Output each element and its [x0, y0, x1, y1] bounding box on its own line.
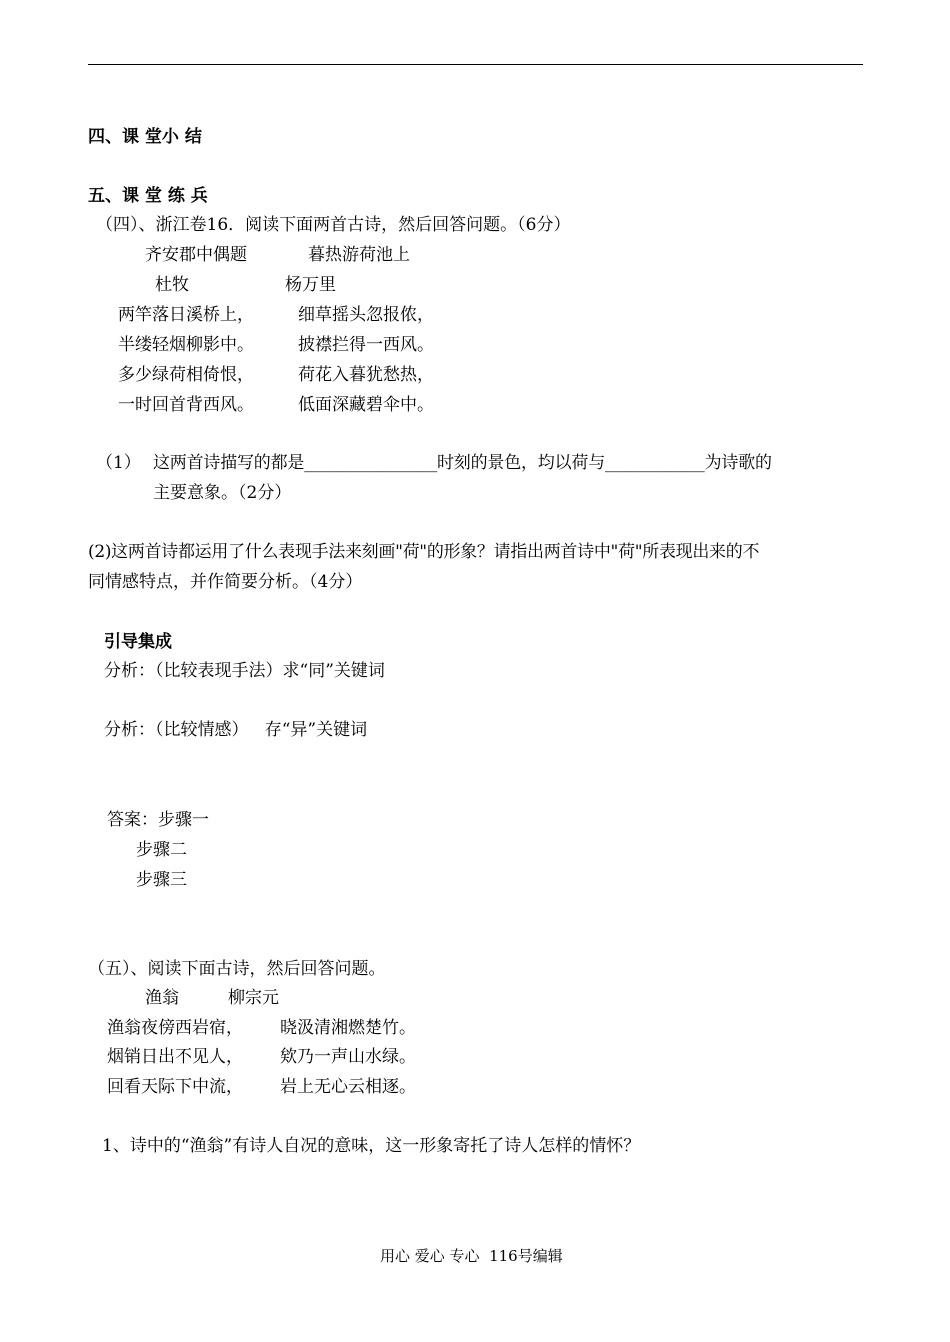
sub1-text-cont: 主要意象。（2分） [153, 483, 292, 503]
section5-title: 五、课 堂 练 兵 [88, 186, 208, 206]
sub2-text-cont: 同情感特点，并作简要分析。（4分） [88, 572, 363, 592]
q5-poem-line: 烟销日出不见人， [107, 1047, 243, 1067]
guide-analysis-2: 分析：（比较情感） 存“异”关键词 [104, 720, 368, 740]
answer-step-3: 步骤三 [136, 870, 187, 890]
q5-question-1: 1、诗中的“渔翁”有诗人自况的意味，这一形象寄托了诗人怎样的情怀？ [102, 1136, 641, 1156]
poem1-line: 一时回首背西风。 [118, 395, 254, 415]
poem1-line: 多少绿荷相倚恨， [118, 365, 254, 385]
poem2-line: 荷花入暮犹愁热， [298, 365, 434, 385]
q4-intro: （四）、浙江卷16．阅读下面两首古诗，然后回答问题。（6分） [96, 215, 571, 235]
header-rule [88, 64, 863, 65]
sub1-text: 这两首诗描写的都是________________时刻的景色，均以荷与____________为诗歌的 [153, 453, 772, 473]
page-footer: 用心 爱心 专心 116号编辑 [380, 1247, 563, 1265]
poem2-line: 细草摇头忽报侬， [298, 305, 434, 325]
sub1-number: （1） [96, 453, 141, 473]
q5-poem-line: 岩上无心云相逐。 [280, 1077, 416, 1097]
poem2-title: 暮热游荷池上 [308, 245, 410, 265]
poem1-title: 齐安郡中偶题 [145, 245, 247, 265]
poem1-line: 半缕轻烟柳影中。 [118, 335, 254, 355]
q5-poem-line: 渔翁夜傍西岩宿， [107, 1018, 243, 1038]
guide-title: 引导集成 [104, 632, 172, 652]
q5-poem-line: 欸乃一声山水绿。 [280, 1047, 416, 1067]
q5-poem-title: 渔翁 [145, 988, 179, 1008]
poem2-line: 低面深藏碧伞中。 [298, 395, 434, 415]
answer-step-1: 答案：步骤一 [107, 810, 209, 830]
poem1-author: 杜牧 [155, 275, 189, 295]
poem1-line: 两竿落日溪桥上， [118, 305, 254, 325]
answer-step-2: 步骤二 [136, 840, 187, 860]
q5-poem-line: 回看天际下中流， [107, 1077, 243, 1097]
section4-title: 四、课 堂小 结 [88, 127, 202, 147]
q5-intro: （五）、阅读下面古诗，然后回答问题。 [88, 959, 386, 979]
poem2-line: 披襟拦得一西风。 [298, 335, 434, 355]
guide-analysis-1: 分析：（比较表现手法）求“同”关键词 [104, 661, 385, 681]
q5-poem-author: 柳宗元 [228, 988, 279, 1008]
poem2-author: 杨万里 [285, 275, 336, 295]
sub2-text: (2)这两首诗都运用了什么表现手法来刻画"荷"的形象？请指出两首诗中"荷"所表现出来的不 [88, 542, 760, 562]
q5-poem-line: 晓汲清湘燃楚竹。 [280, 1018, 416, 1038]
